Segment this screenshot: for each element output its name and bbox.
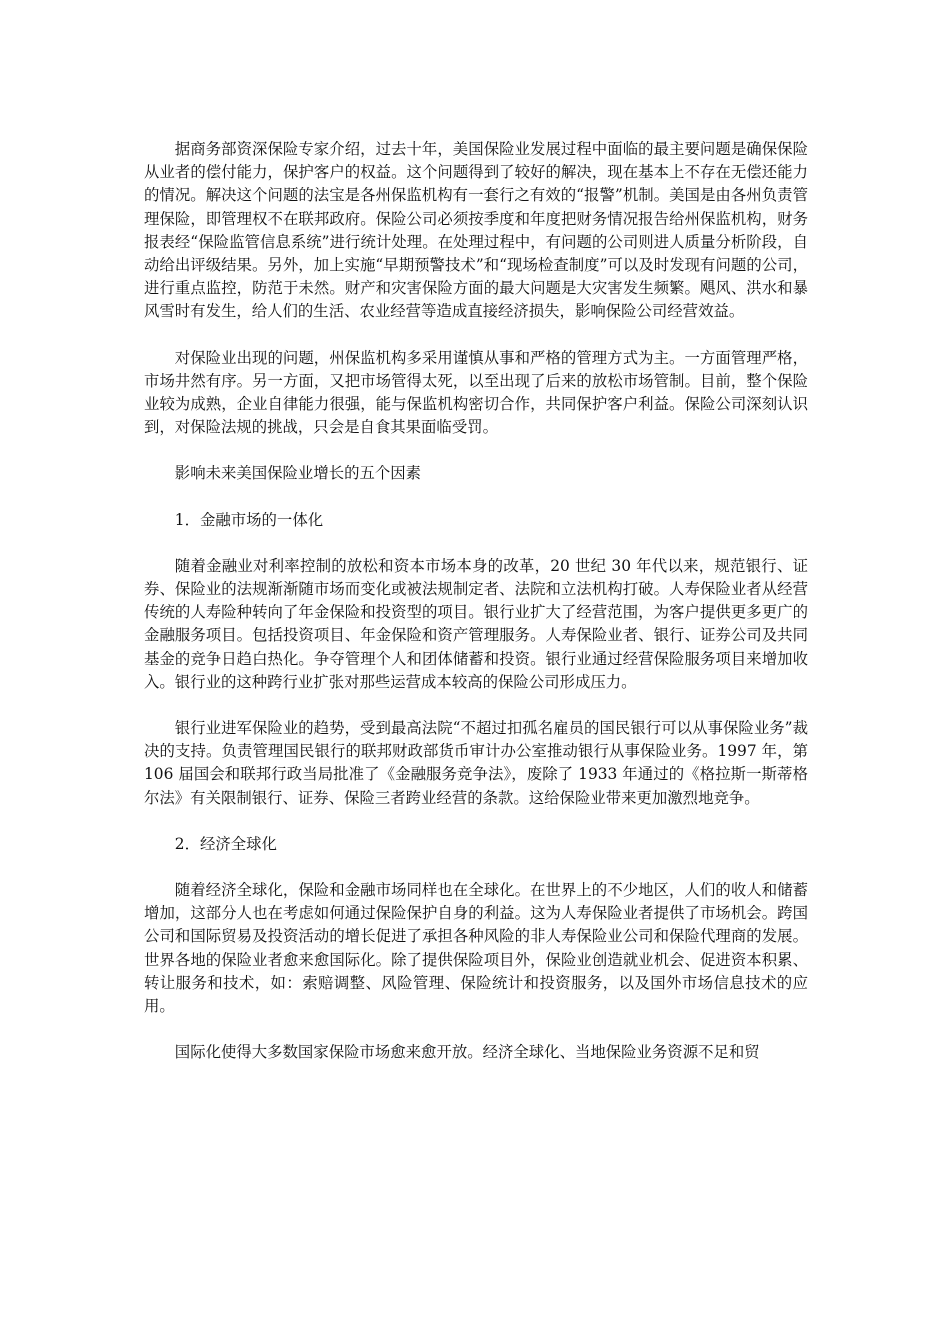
paragraph-globalization: 随着经济全球化，保险和金融市场同样也在全球化。在世界上的不少地区，人们的收人和储蓄增加，这部分人也在考虑如何通过保险保护自身的利益。这为人寿保险业者提供了市场机会。跨国公司和国际贸易及投资活动的增长促进了承担各种风险的非人寿保险业公司和保险代理商的发展。世界各地的保险业者愈来愈国际化。除了提供保险项目外，保险业创造就业机会、促进资本积累、转让服务和技术，如：索赔调整、风险管理、保险统计和投资服务，以及国外市场信息技术的应用。 bbox=[144, 881, 808, 1016]
paragraph-internationalization: 国际化使得大多数国家保险市场愈来愈开放。经济全球化、当地保险业务资源不足和贸 bbox=[174, 1043, 760, 1062]
section-heading-five-factors: 影响未来美国保险业增长的五个因素 bbox=[174, 464, 422, 483]
paragraph-financial-integration: 随着金融业对利率控制的放松和资本市场本身的改革，20 世纪 30 年代以来，规范银行、证券、保险业的法规渐渐随市场而变化或被法规制定者、法院和立法机构打破。人寿保险业者从经营传统的人寿险种转向了年金保险和投资型的项目。银行业扩大了经营范围，为客户提供更多更广的金融服务项目。包括投资项目、年金保险和资产管理服务。人寿保险业者、银行、证券公司及共同基金的竞争日趋白热化。争夺管理个人和团体储蓄和投资。银行业通过经营保险服务项目来增加收入。银行业的这种跨行业扩张对那些运营成本较高的保险公司形成压力。 bbox=[144, 556, 808, 691]
paragraph-banks-entering-insurance: 银行业进军保险业的趋势，受到最高法院“不超过扣孤名雇员的国民银行可以从事保险业务”裁决的支持。负责管理国民银行的联邦财政部货币审计办公室推动银行从事保险业务。1997 年，第 106 届国会和联邦行政当局批准了《金融服务竞争法》，废除了 1933 年通过的《格拉斯一斯蒂格尔法》有关限制银行、证券、保险三者跨业经营的条款。这给保险业带来更加激烈地竞争。 bbox=[144, 719, 808, 807]
document-body bbox=[144, 138, 808, 1088]
subheading-economic-globalization: 2．经济全球化 bbox=[174, 834, 277, 853]
subheading-financial-integration: 1．金融市场的一体化 bbox=[174, 510, 324, 529]
paragraph-regulation-experience: 据商务部资深保险专家介绍，过去十年，美国保险业发展过程中面临的最主要问题是确保保险从业者的偿付能力，保护客户的权益。这个问题得到了较好的解决，现在基本上不存在无偿还能力的情况。解决这个问题的法宝是各州保监机构有一套行之有效的“报警”机制。美国是由各州负责管理保险，即管理权不在联邦政府。保险公司必须按季度和年度把财务情况报告给州保监机构，财务报表经“保险监管信息系统”进行统计处理。在处理过程中，有问题的公司则进人质量分析阶段，自动给出评级结果。另外，加上实施“早期预警技术”和“现场检查制度”可以及时发现有问题的公司，进行重点监控，防范于未然。财产和灾害保险方面的最大问题是大灾害发生频繁。飓风、洪水和暴风雪时有发生，给人们的生活、农业经营等造成直接经济损失，影响保险公司经营效益。 bbox=[144, 140, 808, 321]
paragraph-state-supervision: 对保险业出现的问题，州保监机构多采用谨慎从事和严格的管理方式为主。一方面管理严格，市场井然有序。另一方面，又把市场管得太死，以至出现了后来的放松市场管制。目前，整个保险业较为成熟，企业自律能力很强，能与保监机构密切合作，共同保护客户利益。保险公司深刻认识到，对保险法规的挑战，只会是自食其果面临受罚。 bbox=[144, 348, 808, 437]
